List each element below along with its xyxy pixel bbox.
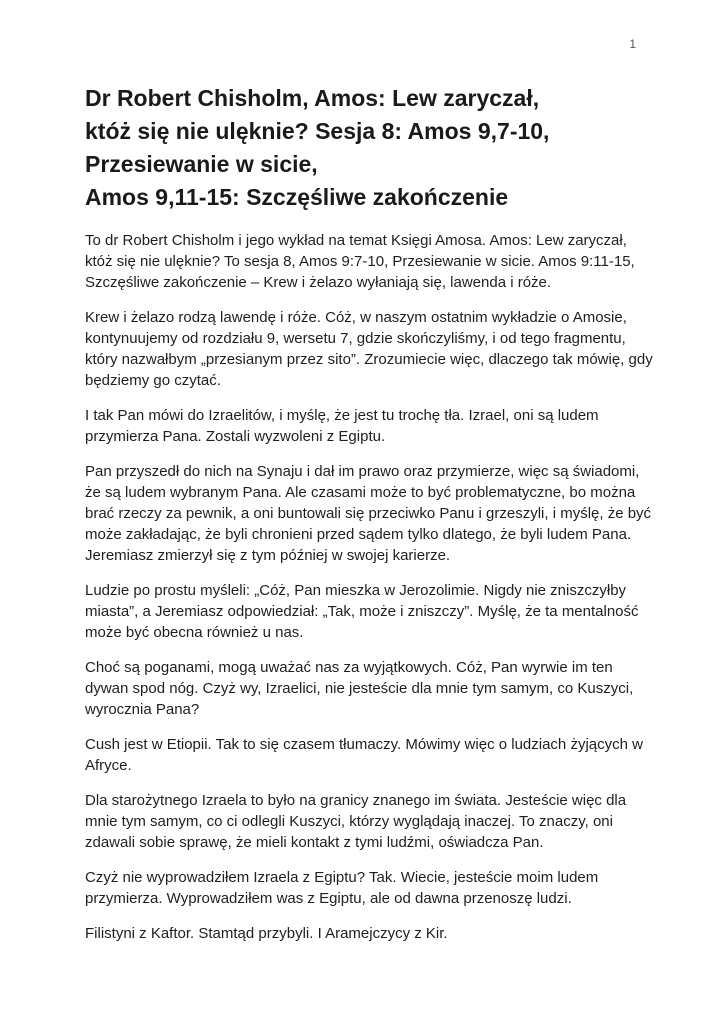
document-title <box>85 82 657 214</box>
paragraph: I tak Pan mówi do Izraelitów, i myślę, że jest tu trochę tła. Izrael, oni są ludem przymierza Pana. Zostali wyzwoleni z Egiptu. <box>85 407 599 445</box>
title-line-3: Przesiewanie w sicie, <box>85 151 318 177</box>
title-line-2: któż się nie ulęknie? Sesja 8: Amos 9,7-10, <box>85 118 550 144</box>
paragraph: Krew i żelazo rodzą lawendę i róże. Cóż, w naszym ostatnim wykładzie o Amosie, kontynuujemy od rozdziału 9, wersetu 7, gdzie skończyliśmy, i od tego fragmentu, który nazwałbym „przesianym przez sito”. Zrozumiecie więc, dlaczego tak mówię, gdy będziemy go czytać. <box>85 309 653 389</box>
paragraph: Filistyni z Kaftor. Stamtąd przybyli. I Aramejczycy z Kir. <box>85 925 448 942</box>
title-line-1: Dr Robert Chisholm, Amos: Lew zaryczał, <box>85 85 540 111</box>
paragraph: To dr Robert Chisholm i jego wykład na temat Księgi Amosa. Amos: Lew zaryczał, któż się nie ulęknie? To sesja 8, Amos 9:7-10, Przesiewanie w sicie. Amos 9:11-15, Szczęśliwe zakończenie – Krew i żelazo wyłaniają się, lawenda i róże. <box>85 232 635 291</box>
paragraph: Cush jest w Etiopii. Tak to się czasem tłumaczy. Mówimy więc o ludziach żyjących w Afryce. <box>85 736 643 774</box>
paragraph: Dla starożytnego Izraela to było na granicy znanego im świata. Jesteście więc dla mnie tym samym, co ci odlegli Kuszyci, którzy wyglądają inaczej. To znaczy, oni zdawali sobie sprawę, że mieli kontakt z tymi ludźmi, oświadcza Pan. <box>85 792 627 851</box>
paragraph: Czyż nie wyprowadziłem Izraela z Egiptu? Tak. Wiecie, jesteście moim ludem przymierza. Wyprowadziłem was z Egiptu, ale od dawna przenoszę ludzi. <box>85 869 599 907</box>
paragraph: Pan przyszedł do nich na Synaju i dał im prawo oraz przymierze, więc są świadomi, że są ludem wybranym Pana. Ale czasami może to być problematyczne, bo można brać rzeczy za pewnik, a oni buntowali się przeciwko Panu i grzeszyli, i myślę, że być może zakładając, że byli chronieni przed sądem tylko dlatego, że byli ludem Pana. Jeremiasz zmierzył się z tym później w swojej karierze. <box>85 463 652 564</box>
page-number: 1 <box>629 37 636 51</box>
document-body <box>85 230 657 944</box>
paragraph: Ludzie po prostu myśleli: „Cóż, Pan mieszka w Jerozolimie. Nigdy nie zniszczyłby miasta”, a Jeremiasz odpowiedział: „Tak, może i zniszczy”. Myślę, że ta mentalność może być obecna również u nas. <box>85 582 639 641</box>
title-line-4: Amos 9,11-15: Szczęśliwe zakończenie <box>85 184 509 210</box>
paragraph: Choć są poganami, mogą uważać nas za wyjątkowych. Cóż, Pan wyrwie im ten dywan spod nóg. Czyż wy, Izraelici, nie jesteście dla mnie tym samym, co Kuszyci, wyrocznia Pana? <box>85 659 634 718</box>
